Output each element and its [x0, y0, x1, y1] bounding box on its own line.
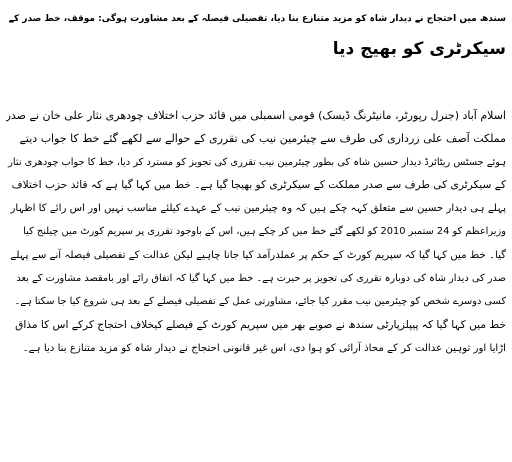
body-line: اسلام آباد (جنرل رپورٹر، مانیٹرنگ ڈیسک) قومی اسمبلی میں قائد حزب اختلاف چودھری نثار علی خان نے صدر	[6, 109, 506, 122]
body-line: گیا۔ خط میں کہا گیا کہ سپریم کورٹ کے حکم پر عملدرآمد کیا جانا چاہیے لیکن عدالت کے تفصیلی فیصلہ آنے سے پہلے	[10, 249, 506, 261]
body-line: صدر کی دیدار شاہ کی دوبارہ تقرری کی تجویز پر حیرت ہے۔ خط میں کہا گیا کہ اتفاق رائے اور بامقصد مشاورت کے بعد	[16, 273, 506, 285]
body-line: خط میں کہا گیا کہ پیپلزپارٹی سندھ نے صوبے بھر میں سپریم کورٹ کے فیصلے کیخلاف احتجاج کرکے اس کا مذاق	[15, 318, 506, 331]
headline-line: سندھ میں احتجاج نے دیدار شاہ کو مزید متنازع بنا دیا، تفصیلی فیصلہ کے بعد مشاورت ہوگی: موقف، خط صدر کے	[8, 14, 506, 24]
article-headline	[4, 0, 508, 64]
body-line: ہوئے جسٹس ریٹائرڈ دیدار حسین شاہ کی بطور چیئرمین نیب تقرری کی تجویز کو مسترد کر دیا، خط کا جواب چودھری نثار	[8, 156, 506, 168]
article-body	[4, 104, 508, 360]
body-line: وزیراعظم کو 24 ستمبر 2010 کو لکھے گئے خط میں کر چکے ہیں، اس کے باوجود تقرری پر سپریم کورٹ میں چیلنج کیا	[23, 226, 506, 238]
body-line: کسی دوسرے شخص کو چیئرمین نیب مقرر کیا جائے، مشاورتی عمل کے تفصیلی فیصلے کے بعد ہی شروع کیا جا سکتا ہے۔	[14, 296, 506, 308]
body-line: پہلے ہی دیدار حسین سے متعلق کہہ چکے ہیں کہ وہ چیئرمین نیب کے عہدے کیلئے مناسب نہیں اور اس رائے کا اظہار	[10, 203, 506, 215]
body-line: مملکت آصف علی زرداری کی طرف سے چیئرمین نیب کی تقرری کے حوالے سے لکھے گئے خط کا جواب دیتے	[19, 132, 506, 146]
body-line: کے سیکرٹری کی طرف سے صدر مملکت کے سیکرٹری کو بھیجا گیا ہے۔ خط میں کہا گیا ہے کہ قائد حزب اختلاف	[11, 178, 506, 191]
headline-line: سیکرٹری کو بھیج دیا	[332, 39, 506, 59]
body-line: اڑایا اور توہین عدالت کر کے محاذ آرائی کو ہوا دی، اس غیر قانونی احتجاج نے دیدار شاہ کو مزید متنازع بنا دیا ہے۔	[22, 342, 506, 354]
